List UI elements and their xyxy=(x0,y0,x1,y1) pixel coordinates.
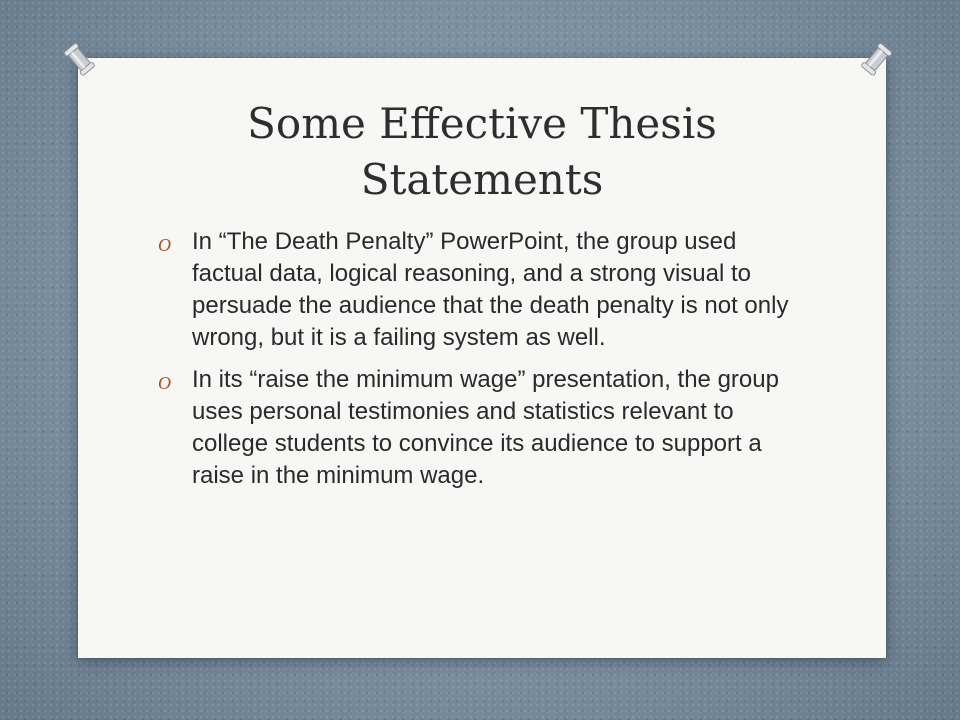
slide-title-line-1: Some Effective Thesis xyxy=(247,99,717,148)
bullet-list xyxy=(158,226,798,502)
slide-title xyxy=(78,96,886,208)
bullet-text: In its “raise the minimum wage” presentation, the group uses personal testimonies and statistics relevant to college students to convince its audience to support a raise in the minimum wage. xyxy=(192,366,779,489)
pushpin-icon xyxy=(60,40,100,80)
slide-card xyxy=(78,58,886,658)
bullet-text: In “The Death Penalty” PowerPoint, the group used factual data, logical reasoning, and a strong visual to persuade the audience that the death penalty is not only wrong, but it is a failing system as well. xyxy=(192,228,789,351)
bullet-marker-icon: O xyxy=(158,235,171,255)
bullet-item xyxy=(158,226,798,354)
bullet-marker-icon: O xyxy=(158,373,171,393)
pushpin-icon xyxy=(856,40,896,80)
slide-title-line-2: Statements xyxy=(360,155,604,204)
bullet-item xyxy=(158,364,798,492)
